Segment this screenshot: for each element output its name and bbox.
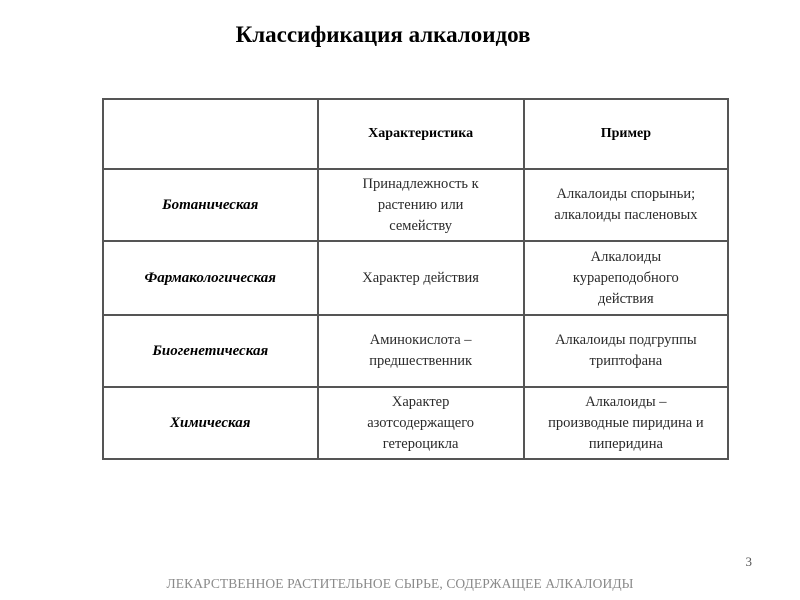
header-empty-cell [103,99,318,169]
cell-line: действия [598,290,654,307]
row-category: Биогенетическая [103,315,318,387]
row-characteristic [318,169,524,241]
cell-line: Аминокислота – [369,332,472,348]
row-category: Химическая [103,387,318,459]
header-characteristic: Характеристика [318,99,524,169]
cell-line: семейству [389,217,453,234]
cell-line: Алкалоиды [590,248,662,265]
cell-line: алкалоиды пасленовых [554,207,698,223]
header-example: Пример [524,99,728,169]
classification-table [102,98,729,460]
cell-line: Принадлежность к [362,175,479,192]
row-characteristic [318,387,524,459]
cell-line: Характер действия [362,269,479,286]
row-example [524,241,728,315]
table-header-row [103,99,728,169]
cell-line: Алкалоиды подгруппы [555,332,697,348]
cell-line: Алкалоиды спорыньи; [556,186,696,202]
cell-line: производные пиридина и [548,414,704,431]
row-category: Фармакологическая [103,241,318,315]
row-example [524,387,728,459]
table-row [103,315,728,387]
cell-line: триптофана [589,353,663,369]
cell-line: азотсодержащего [367,414,475,431]
table-row [103,241,728,315]
cell-line: растению или [377,196,464,213]
table-row [103,387,728,459]
cell-line: курареподобного [572,269,679,286]
slide-title-text: Классификация алкалоидов [235,22,531,47]
cell-line: гетероцикла [382,435,459,452]
table-row [103,169,728,241]
footer-text: ЛЕКАРСТВЕННОЕ РАСТИТЕЛЬНОЕ СЫРЬЕ, СОДЕРЖАЩЕЕ АЛКАЛОИДЫ [166,576,634,591]
row-example [524,315,728,387]
row-characteristic [318,315,524,387]
cell-line: предшественник [369,353,473,369]
cell-line: пиперидина [588,435,663,452]
row-characteristic [318,241,524,315]
cell-line: Характер [391,393,450,410]
page-number: 3 [745,554,752,569]
row-category: Ботаническая [103,169,318,241]
cell-line: Алкалоиды – [585,393,667,410]
slide-title [0,22,800,48]
row-example [524,169,728,241]
